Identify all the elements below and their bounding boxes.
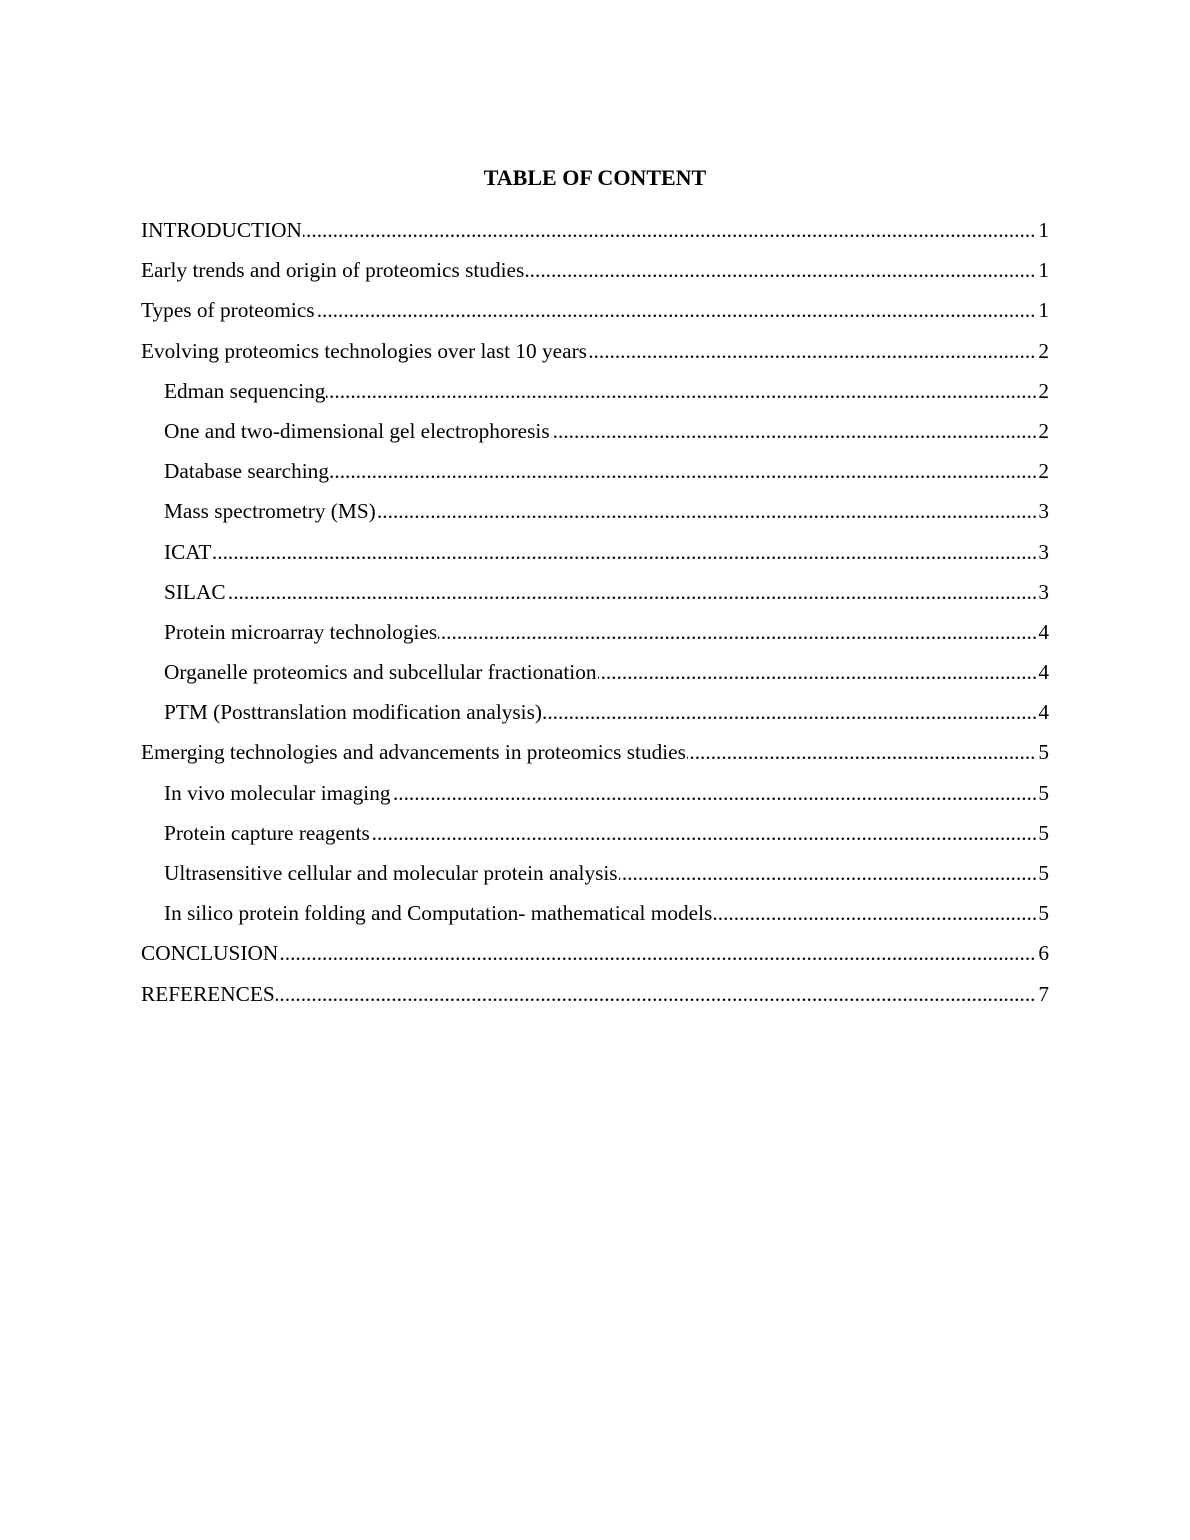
toc-entry-label: Protein microarray technologies bbox=[164, 619, 438, 644]
toc-entry-emerging-technologies[interactable] bbox=[141, 737, 1049, 777]
toc-entry-page-number: 5 bbox=[1037, 737, 1049, 767]
toc-entry-page-number: 1 bbox=[1037, 255, 1049, 285]
toc-entry-icat[interactable] bbox=[164, 537, 1049, 577]
toc-entry-page-number: 2 bbox=[1037, 376, 1049, 406]
toc-entry-label: Ultrasensitive cellular and molecular protein analysis bbox=[164, 861, 618, 885]
toc-entry-organelle-proteomics[interactable] bbox=[164, 657, 1049, 697]
toc-entry-label: SILAC bbox=[164, 579, 226, 604]
toc-entry-label: Emerging technologies and advancements in proteomics studies bbox=[141, 740, 686, 765]
toc-entry-page-number: 4 bbox=[1037, 697, 1049, 727]
dot-leader bbox=[164, 577, 1049, 607]
toc-entry-label: CONCLUSION bbox=[141, 941, 279, 966]
toc-entry-ptm-analysis[interactable] bbox=[164, 697, 1049, 737]
dot-leader bbox=[164, 537, 1049, 567]
toc-entry-database-searching[interactable] bbox=[164, 456, 1049, 496]
toc-entry-label: One and two-dimensional gel electrophoresis bbox=[164, 418, 550, 443]
toc-entry-page-number: 6 bbox=[1037, 938, 1049, 968]
toc-entry-label: REFERENCES bbox=[141, 981, 275, 1006]
toc-entry-protein-capture-reagents[interactable] bbox=[164, 818, 1049, 858]
toc-entry-page-number: 2 bbox=[1037, 416, 1049, 446]
toc-entry-in-silico-folding[interactable] bbox=[164, 898, 1049, 938]
toc-entry-label: PTM (Posttranslation modification analysis) bbox=[164, 700, 542, 725]
toc-entry-label: ICAT bbox=[164, 539, 212, 564]
toc-entry-label: INTRODUCTION bbox=[141, 218, 302, 242]
toc-entry-introduction[interactable] bbox=[141, 215, 1049, 255]
toc-entry-label: Early trends and origin of proteomics studies bbox=[141, 258, 525, 283]
toc-entry-page-number: 3 bbox=[1037, 577, 1049, 607]
toc-entry-label: Database searching bbox=[164, 459, 329, 484]
toc-entry-ultrasensitive-analysis[interactable] bbox=[164, 858, 1049, 898]
toc-entry-page-number: 1 bbox=[1037, 295, 1049, 325]
toc-entry-page-number: 2 bbox=[1037, 456, 1049, 486]
toc-entry-in-vivo-imaging[interactable] bbox=[164, 778, 1049, 818]
toc-entry-types-of-proteomics[interactable] bbox=[141, 295, 1049, 335]
toc-list bbox=[141, 215, 1049, 1019]
toc-entry-label: In vivo molecular imaging bbox=[164, 780, 391, 805]
toc-entry-protein-microarray[interactable] bbox=[164, 617, 1049, 657]
toc-entry-label: Mass spectrometry (MS) bbox=[164, 499, 376, 524]
toc-entry-label: In silico protein folding and Computation- mathematical models bbox=[164, 901, 713, 926]
toc-entry-page-number: 5 bbox=[1037, 858, 1049, 888]
toc-entry-page-number: 3 bbox=[1037, 496, 1049, 526]
toc-entry-page-number: 5 bbox=[1037, 818, 1049, 848]
toc-entry-label: Edman sequencing bbox=[164, 378, 326, 403]
toc-entry-label: Organelle proteomics and subcellular fractionation bbox=[164, 660, 597, 685]
toc-entry-page-number: 5 bbox=[1037, 898, 1049, 928]
toc-entry-page-number: 7 bbox=[1037, 979, 1049, 1009]
toc-entry-page-number: 4 bbox=[1037, 617, 1049, 647]
dot-leader bbox=[141, 979, 1049, 1009]
toc-entry-label: Types of proteomics bbox=[141, 298, 315, 323]
toc-entry-page-number: 1 bbox=[1037, 215, 1049, 245]
toc-title: TABLE OF CONTENT bbox=[483, 165, 707, 190]
toc-entry-mass-spectrometry[interactable] bbox=[164, 496, 1049, 536]
toc-entry-gel-electrophoresis[interactable] bbox=[164, 416, 1049, 456]
toc-entry-page-number: 2 bbox=[1037, 336, 1049, 366]
toc-entry-early-trends[interactable] bbox=[141, 255, 1049, 295]
toc-entry-label: Protein capture reagents bbox=[164, 820, 370, 845]
toc-entry-page-number: 3 bbox=[1037, 537, 1049, 567]
toc-entry-label: Evolving proteomics technologies over last 10 years bbox=[141, 338, 587, 363]
toc-entry-page-number: 5 bbox=[1037, 778, 1049, 808]
toc-entry-references[interactable] bbox=[141, 979, 1049, 1019]
toc-entry-conclusion[interactable] bbox=[141, 938, 1049, 978]
toc-entry-page-number: 4 bbox=[1037, 657, 1049, 687]
toc-entry-evolving-technologies[interactable] bbox=[141, 336, 1049, 376]
toc-entry-silac[interactable] bbox=[164, 577, 1049, 617]
toc-entry-edman-sequencing[interactable] bbox=[164, 376, 1049, 416]
